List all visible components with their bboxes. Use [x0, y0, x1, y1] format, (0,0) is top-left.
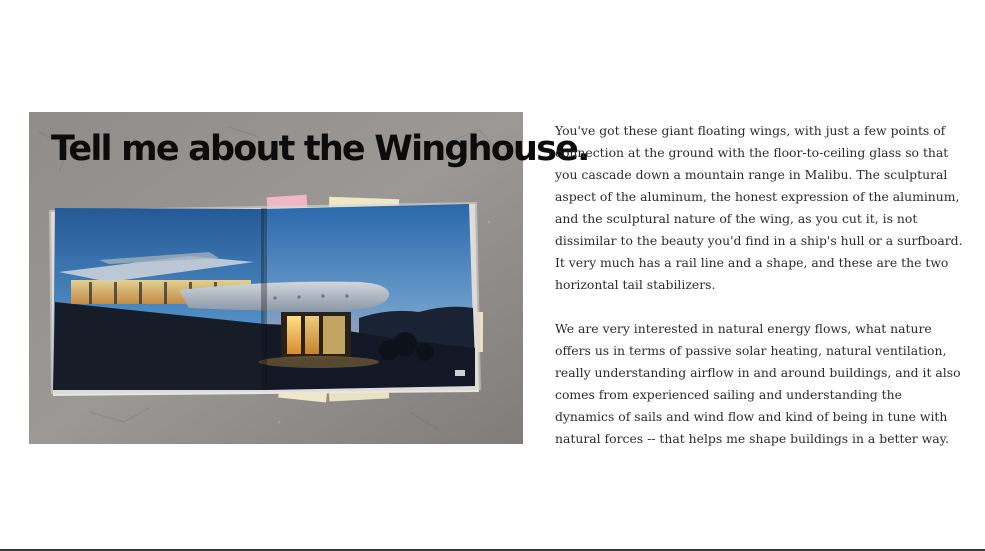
article-paragraph: We are very interested in natural energy flows, what nature offers us in terms of passive solar heating, natural ventilation, really understanding airflow in and around buildings, and it also comes from experienced sailing and understanding the dynamics of sails and wind flow and kind of being in tune with natural forces -- that helps me shape buildings in a better way.	[555, 321, 961, 446]
article-body	[555, 120, 965, 472]
feature-photo	[29, 112, 589, 444]
article-headline: Tell me about the Winghouse.	[51, 129, 589, 169]
article-paragraph: You've got these giant floating wings, with just a few points of connection at the ground with the floor-to-ceiling glass so that you cascade down a mountain range in Malibu. The sculptural aspect of the aluminum, the honest expression of the aluminum, and the sculptural nature of the wing, as you cut it, is not dissimilar to the beauty you'd find in a ship's hull or a surfboard. It very much has a rail line and a shape, and these are the two horizontal tail stabilizers.	[555, 123, 963, 292]
